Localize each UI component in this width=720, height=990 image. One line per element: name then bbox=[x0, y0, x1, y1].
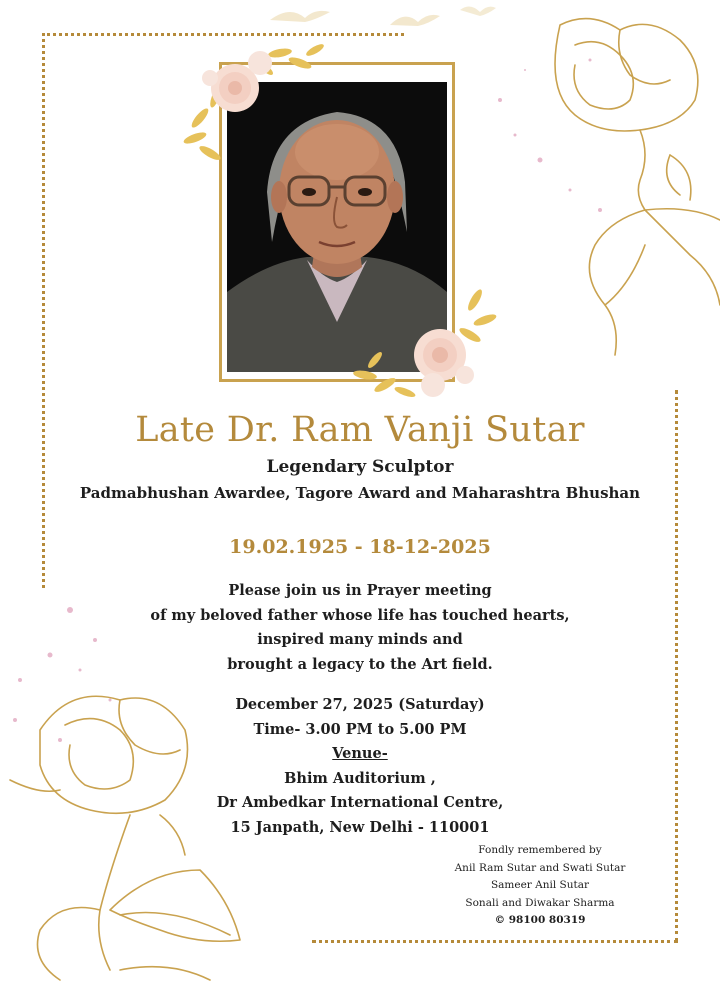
floral-cluster-bottom bbox=[345, 280, 505, 410]
message-line: inspired many minds and bbox=[257, 631, 463, 648]
remembered-name: Anil Ram Sutar and Swati Sutar bbox=[454, 861, 626, 874]
deceased-name: Late Dr. Ram Vanji Sutar bbox=[135, 410, 585, 450]
floral-cluster-top bbox=[180, 38, 330, 168]
dotted-border-bottom bbox=[312, 940, 678, 943]
invitation-message bbox=[0, 579, 720, 677]
event-time: Time- 3.00 PM to 5.00 PM bbox=[253, 720, 467, 738]
venue-label: Venue- bbox=[332, 745, 388, 762]
dotted-border-left bbox=[42, 33, 45, 588]
remembered-name: Sonali and Diwakar Sharma bbox=[465, 896, 615, 909]
event-date: December 27, 2025 (Saturday) bbox=[235, 696, 485, 713]
event-details bbox=[0, 693, 720, 840]
bird-silhouettes-decoration bbox=[260, 0, 520, 40]
gold-line-rose-top-right bbox=[520, 5, 720, 370]
message-line: Please join us in Prayer meeting bbox=[228, 582, 492, 599]
venue-line: 15 Janpath, New Delhi - 110001 bbox=[230, 818, 490, 836]
message-line: brought a legacy to the Art field. bbox=[227, 655, 493, 673]
message-line: of my beloved father whose life has touched hearts, bbox=[150, 606, 570, 624]
venue-line: Bhim Auditorium , bbox=[284, 769, 436, 787]
remembered-by-block bbox=[440, 842, 640, 930]
life-dates: 19.02.1925 - 18-12-2025 bbox=[229, 536, 491, 558]
venue-line: Dr Ambedkar International Centre, bbox=[216, 794, 504, 811]
awards-line: Padmabhushan Awardee, Tagore Award and Maharashtra Bhushan bbox=[79, 484, 641, 502]
remembered-name: Sameer Anil Sutar bbox=[490, 879, 590, 891]
contact-phone: © 98100 80319 bbox=[494, 914, 586, 926]
remembered-heading: Fondly remembered by bbox=[478, 844, 602, 856]
profession-title: Legendary Sculptor bbox=[266, 457, 454, 477]
